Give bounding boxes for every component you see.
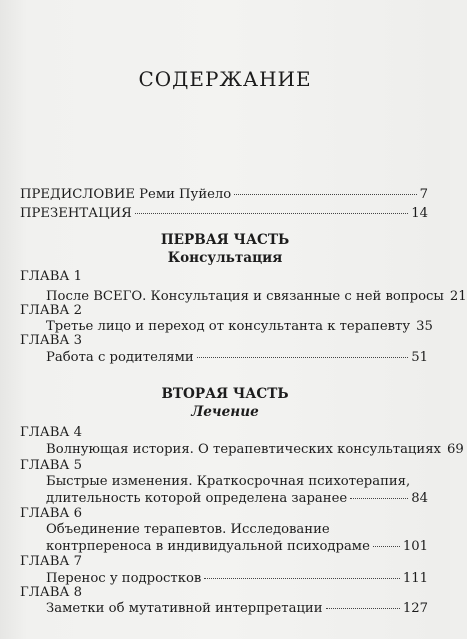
entry-page: 111	[402, 571, 428, 586]
toc-entry-chapter-6	[46, 538, 428, 556]
entry-page: 69	[446, 442, 464, 457]
part-heading: ВТОРАЯ ЧАСТЬ	[161, 386, 289, 402]
toc-entry-chapter-1	[46, 288, 467, 306]
entry-text: длительность которой определена заранее	[46, 491, 348, 506]
entry-text: Третье лицо и переход от консультанта к терапевту	[46, 319, 411, 334]
toc-entry-chapter-5	[46, 490, 428, 508]
entry-text: Волнующая история. О терапевтических консультациях	[46, 442, 441, 457]
entry-text: Перенос у подростков	[46, 571, 202, 586]
entry-page: 21	[449, 289, 467, 304]
entry-page: 84	[411, 491, 428, 506]
entry-page: 35	[416, 319, 433, 334]
entry-page: 101	[402, 539, 428, 554]
chapter-label: ГЛАВА 4	[20, 425, 82, 440]
entry-text: Работа с родителями	[46, 350, 194, 365]
leader-dots	[197, 357, 409, 358]
leader-dots	[326, 608, 400, 609]
toc-entry-chapter-7	[46, 570, 428, 588]
entry-page: 51	[411, 350, 428, 365]
leader-dots	[350, 498, 408, 499]
part-subtitle: Консультация	[167, 250, 283, 266]
chapter-label: ГЛАВА 6	[20, 506, 82, 521]
entry-text: ПРЕДИСЛОВИЕ Реми Пуйело	[20, 187, 232, 202]
toc-entry-chapter-4	[46, 441, 464, 459]
leader-dots	[234, 194, 416, 195]
leader-dots	[204, 578, 400, 579]
leader-dots	[135, 213, 408, 214]
entry-page: 127	[402, 601, 428, 616]
part-heading: ПЕРВАЯ ЧАСТЬ	[160, 232, 290, 248]
toc-entry-chapter-2	[46, 318, 433, 336]
leader-dots	[373, 546, 400, 547]
chapter-label: ГЛАВА 5	[20, 458, 82, 473]
toc-entry-preface	[20, 186, 428, 204]
chapter-label: ГЛАВА 8	[20, 585, 82, 600]
chapter-label: ГЛАВА 7	[20, 554, 82, 569]
toc-entry-presentation	[20, 205, 428, 223]
entry-text: После ВСЕГО. Консультация и связанные с ней вопросы	[46, 289, 444, 304]
part-subtitle: Лечение	[191, 404, 259, 420]
entry-text: Заметки об мутативной интерпретации	[46, 601, 323, 616]
entry-text: контрпереноса в индивидуальной психодраме	[46, 539, 370, 554]
entry-page: 7	[419, 187, 428, 202]
entry-text-line: Быстрые изменения. Краткосрочная психотерапия,	[46, 474, 411, 489]
chapter-label: ГЛАВА 1	[20, 269, 82, 284]
entry-text-line: Объединение терапевтов. Исследование	[46, 522, 330, 537]
toc-entry-chapter-3	[46, 349, 428, 367]
toc-entry-chapter-8	[46, 600, 428, 618]
page-title: СОДЕРЖАНИЕ	[138, 67, 312, 91]
entry-page: 14	[411, 206, 428, 221]
entry-text: ПРЕЗЕНТАЦИЯ	[20, 206, 132, 221]
chapter-label: ГЛАВА 2	[20, 303, 82, 318]
chapter-label: ГЛАВА 3	[20, 333, 82, 348]
